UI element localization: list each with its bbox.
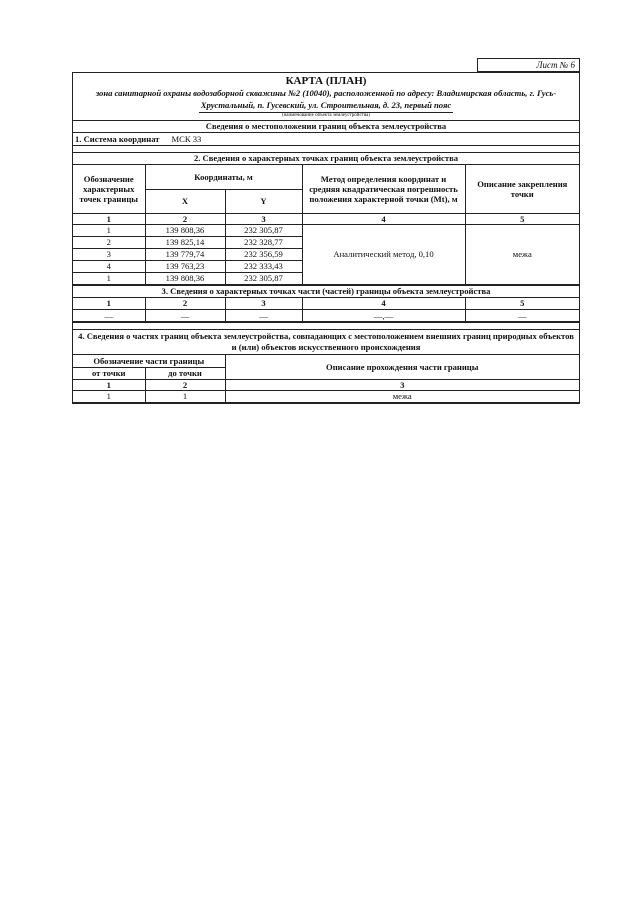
header-x: X — [145, 189, 225, 213]
coordinate-system-label: 1. Система координат — [75, 134, 160, 144]
col-number: 1 — [73, 213, 145, 224]
spacer-row — [73, 146, 579, 153]
location-section-title: Сведения о местоположении границ объекта землеустройства — [73, 121, 579, 133]
header-coords: Координаты, м — [145, 165, 302, 189]
col-number: 2 — [145, 213, 225, 224]
header-from: от точки — [73, 367, 145, 379]
col-number: 3 — [225, 298, 302, 310]
empty-cell: — — [465, 310, 579, 322]
empty-cell: —,— — [302, 310, 465, 322]
col-number: 4 — [302, 213, 465, 224]
form-header — [73, 73, 579, 121]
col-number: 5 — [465, 213, 579, 224]
header-method: Метод определения координат и средняя квадратическая погрешность положения характерной точки (Mt), м — [302, 165, 465, 213]
coord-x: 139 779,74 — [145, 248, 225, 260]
points-section-title: 2. Сведения о характерных точках границ объекта землеустройства — [73, 153, 579, 165]
method-value: Аналитический метод, 0,10 — [302, 224, 465, 284]
object-name-note: (наименование объекта землеустройства) — [199, 112, 453, 119]
coord-x: 139 808,36 — [145, 272, 225, 284]
point-id: 2 — [73, 236, 145, 248]
table-row — [73, 310, 579, 322]
form-subtitle: зона санитарной охраны водозаборной скважины №2 (10040), расположенной по адресу: Владимирская область, г. Гусь-Хрустальный, п. Гусевский, ул. Строительная, д. 23, первый пояс — [95, 88, 557, 110]
empty-cell: — — [225, 310, 302, 322]
natural-objects-section-title: 4. Сведения о частях границ объекта землеустройства, совпадающих с местоположением внешних границ природных объектов и (или) объектов искусственного происхождения — [73, 330, 579, 355]
coord-y: 232 356,59 — [225, 248, 302, 260]
coord-x: 139 825,14 — [145, 236, 225, 248]
points-table — [73, 165, 579, 285]
desc-value: межа — [465, 224, 579, 284]
header-part: Обозначение части границы — [73, 355, 225, 367]
coordinate-system-row — [73, 133, 579, 146]
header-to: до точки — [145, 367, 225, 379]
col-number: 1 — [73, 379, 145, 390]
to-point: 1 — [145, 390, 225, 402]
sheet-number: Лист № 6 — [477, 58, 580, 72]
part-points-table — [73, 298, 579, 323]
coord-y: 232 305,87 — [225, 272, 302, 284]
table-row — [73, 224, 579, 236]
col-number: 1 — [73, 298, 145, 310]
col-number: 2 — [145, 379, 225, 390]
col-number: 4 — [302, 298, 465, 310]
coord-y: 232 305,87 — [225, 224, 302, 236]
part-points-section-title: 3. Сведения о характерных точках части (частей) границы объекта землеустройства — [73, 285, 579, 298]
col-number: 3 — [225, 213, 302, 224]
table-row — [73, 390, 579, 402]
point-id: 4 — [73, 260, 145, 272]
boundary-map-form — [72, 72, 580, 404]
from-point: 1 — [73, 390, 145, 402]
header-passage: Описание прохождения части границы — [225, 355, 579, 379]
point-id: 1 — [73, 272, 145, 284]
col-number: 3 — [225, 379, 579, 390]
coord-x: 139 763,23 — [145, 260, 225, 272]
col-number: 5 — [465, 298, 579, 310]
coord-x: 139 808,36 — [145, 224, 225, 236]
point-id: 1 — [73, 224, 145, 236]
boundary-parts-table — [73, 355, 579, 403]
empty-cell: — — [73, 310, 145, 322]
form-title: КАРТА (ПЛАН) — [285, 75, 367, 87]
coord-y: 232 333,43 — [225, 260, 302, 272]
passage-desc: межа — [225, 390, 579, 402]
coord-y: 232 328,77 — [225, 236, 302, 248]
point-id: 3 — [73, 248, 145, 260]
header-desc: Описание закрепления точки — [465, 165, 579, 213]
header-y: Y — [225, 189, 302, 213]
header-point: Обозначение характерных точек границы — [73, 165, 145, 213]
coordinate-system-value: МСК 33 — [171, 134, 202, 144]
empty-cell: — — [145, 310, 225, 322]
col-number: 2 — [145, 298, 225, 310]
spacer-row — [73, 322, 579, 330]
